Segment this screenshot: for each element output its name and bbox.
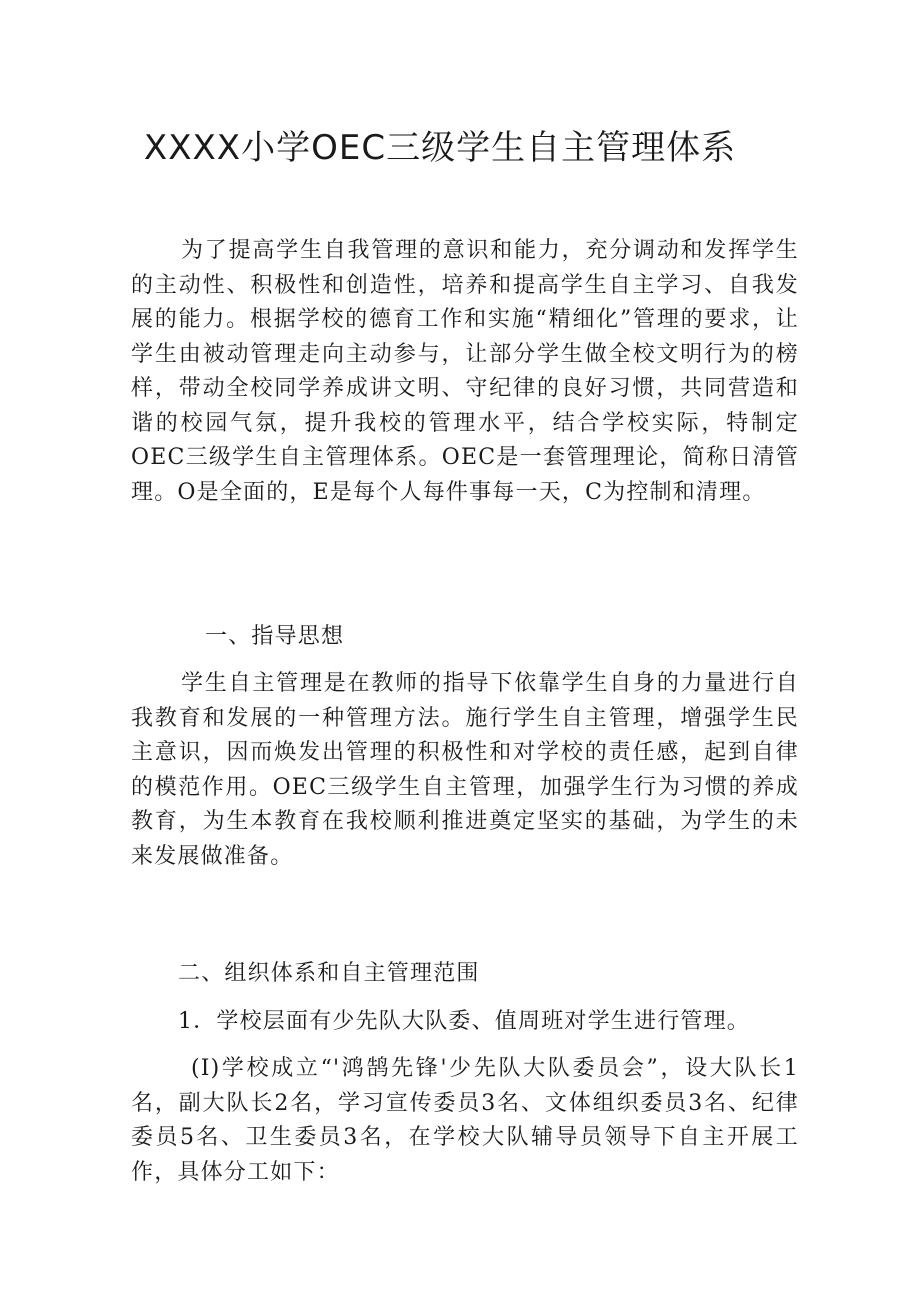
intro-paragraph: 为了提高学生自我管理的意识和能力，充分调动和发挥学生的主动性、积极性和创造性，培养和提高学生自主学习、自我发展的能力。根据学校的德育工作和实施“精细化”管理的要求，让学生由被动管理走向主动参与，让部分学生做全校文明行为的榜样，带动全校同学养成讲文明、守纪律的良好习惯，共同营造和谐的校园气氛，提升我校的管理水平，结合学校实际，特制定OEC三级学生自主管理体系。OEC是一套管理理论，简称日清管理。O是全面的，E是每个人每件事每一天，C为控制和清理。 [131,238,799,505]
section-heading-organization: 二、组织体系和自主管理范围 [178,961,480,986]
guiding-ideology-paragraph: 学生自主管理是在教师的指导下依靠学生自身的力量进行自我教育和发展的一种管理方法。施行学生自主管理，增强学生民主意识，因而焕发出管理的积极性和对学校的责任感，起到自律的模范作用。OEC三级学生自主管理，加强学生行为习惯的养成教育，为生本教育在我校顺利推进奠定坚实的基础，为学生的未来发展做准备。 [131,671,799,869]
section-heading-guiding-ideology: 一、指导思想 [205,624,345,649]
document-title: XXXX小学OEC三级学生自主管理体系 [143,128,737,168]
sub-item-brigade-committee: (I)学校成立“'鸿鹄先锋'少先队大队委员会”，设大队长1名，副大队长2名，学习宣传委员3名、文体组织委员3名、纪律委员5名、卫生委员3名，在学校大队辅导员领导下自主开展工作，具体分工如下： [131,1056,799,1185]
list-item-school-level: 1．学校层面有少先队大队委、值周班对学生进行管理。 [178,1009,750,1034]
